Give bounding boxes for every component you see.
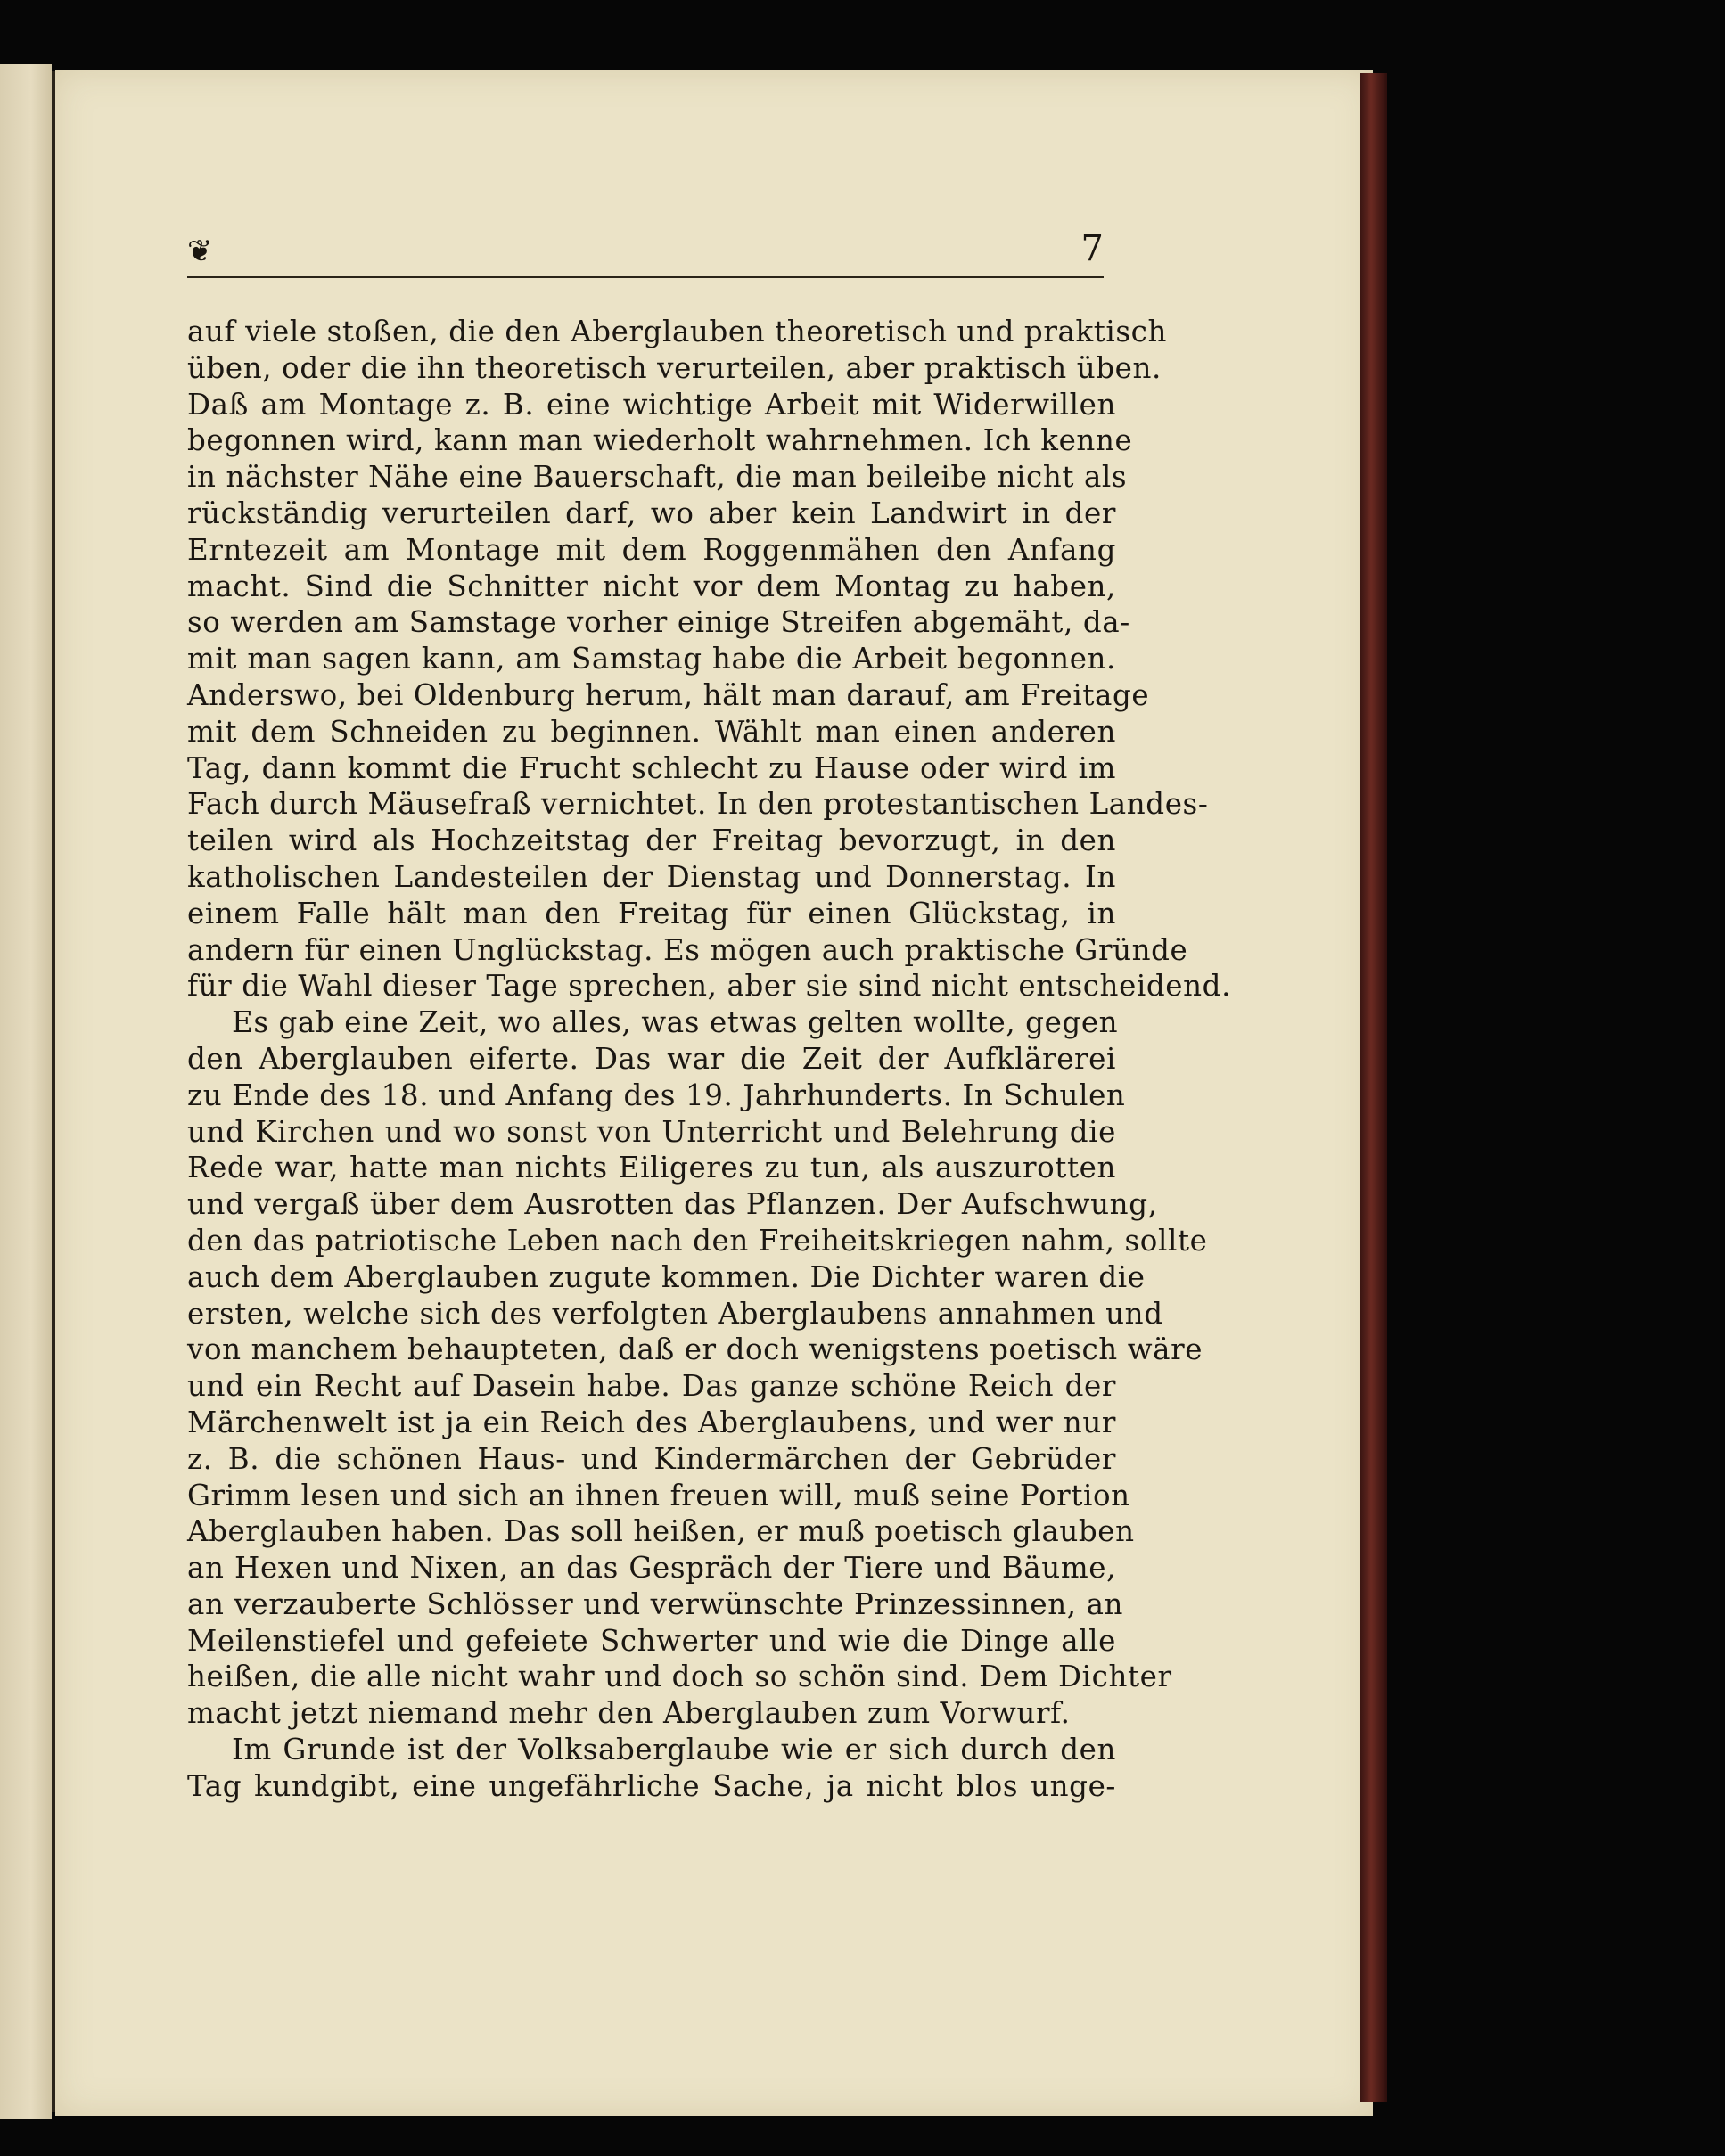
text-line: üben, oder die ihn theoretisch verurteilen, aber praktisch üben.	[187, 350, 1162, 385]
text-line: von manchem behaupteten, daß er doch wenigstens poetisch wäre	[187, 1332, 1203, 1367]
text-line: und ein Recht auf Dasein habe. Das ganze schöne Reich der	[187, 1369, 1116, 1404]
text-line: Erntezeit am Montage mit dem Roggenmähen den Anfang	[187, 532, 1116, 567]
left-page-edge	[0, 64, 52, 2119]
text-line: einem Falle hält man den Freitag für einen Glückstag, in	[187, 896, 1116, 930]
text-line: Märchenwelt ist ja ein Reich des Aberglaubens, und wer nur	[187, 1405, 1116, 1439]
text-line: auch dem Aberglauben zugute kommen. Die Dichter waren die	[187, 1259, 1146, 1294]
text-line: Im Grunde ist der Volksaberglaube wie er sich durch den	[232, 1733, 1116, 1767]
text-line: Grimm lesen und sich an ihnen freuen will, muß seine Portion	[187, 1478, 1130, 1512]
text-line: Tag kundgibt, eine ungefährliche Sache, ja nicht blos unge-	[187, 1768, 1116, 1803]
text-line: und vergaß über dem Ausrotten das Pflanzen. Der Aufschwung,	[187, 1187, 1158, 1222]
text-line: zu Ende des 18. und Anfang des 19. Jahrhunderts. In Schulen	[187, 1078, 1126, 1112]
page-number: 7	[1080, 228, 1104, 269]
text-line: macht. Sind die Schnitter nicht vor dem Montag zu haben,	[187, 569, 1116, 603]
text-line: Meilenstiefel und gefeiete Schwerter und wie die Dinge alle	[187, 1623, 1116, 1658]
text-line: macht jetzt niemand mehr den Aberglauben zum Vorwurf.	[187, 1696, 1071, 1731]
text-line: für die Wahl dieser Tage sprechen, aber sie sind nicht entscheidend.	[187, 969, 1231, 1004]
text-line: Rede war, hatte man nichts Eiligeres zu tun, als auszurotten	[187, 1151, 1116, 1185]
text-line: an verzauberte Schlösser und verwünschte Prinzessinnen, an	[187, 1586, 1124, 1621]
text-line: mit man sagen kann, am Samstag habe die Arbeit begonnen.	[187, 642, 1116, 676]
text-line: auf viele stoßen, die den Aberglauben theoretisch und praktisch	[187, 315, 1168, 348]
text-line: den das patriotische Leben nach den Freiheitskriegen nahm, sollte	[187, 1223, 1208, 1258]
text-line: den Aberglauben eiferte. Das war die Zeit der Aufklärerei	[187, 1041, 1116, 1076]
text-line: Tag, dann kommt die Frucht schlecht zu Hause oder wird im	[187, 750, 1116, 785]
book-spine-edge	[1360, 73, 1387, 2102]
running-header	[187, 228, 1104, 280]
text-line: so werden am Samstage vorher einige Streifen abgemäht, da-	[187, 605, 1130, 640]
text-line: Aberglauben haben. Das soll heißen, er muß poetisch glauben	[187, 1514, 1135, 1549]
text-line: Anderswo, bei Oldenburg herum, hält man darauf, am Freitage	[187, 677, 1150, 712]
body-text	[187, 314, 1231, 1805]
text-line: heißen, die alle nicht wahr und doch so schön sind. Dem Dichter	[187, 1660, 1172, 1694]
text-line: in nächster Nähe eine Bauerschaft, die man beileibe nicht als	[187, 460, 1128, 495]
text-line: und Kirchen und wo sonst von Unterricht und Belehrung die	[187, 1114, 1116, 1149]
text-line: katholischen Landesteilen der Dienstag und Donnerstag. In	[187, 859, 1116, 894]
text-line: Daß am Montage z. B. eine wichtige Arbeit mit Widerwillen	[187, 387, 1116, 422]
text-line: an Hexen und Nixen, an das Gespräch der Tiere und Bäume,	[187, 1551, 1116, 1586]
ornament-icon: ❦	[187, 234, 213, 269]
header-rule	[187, 276, 1104, 278]
text-line: z. B. die schönen Haus- und Kindermärchen der Gebrüder	[187, 1441, 1116, 1476]
text-line: andern für einen Unglückstag. Es mögen auch praktische Gründe	[187, 932, 1188, 967]
text-line: rückständig verurteilen darf, wo aber kein Landwirt in der	[187, 496, 1116, 530]
text-line: Es gab eine Zeit, wo alles, was etwas gelten wollte, gegen	[232, 1005, 1119, 1040]
text-line: ersten, welche sich des verfolgten Aberglaubens annahmen und	[187, 1296, 1163, 1331]
text-line: begonnen wird, kann man wiederholt wahrnehmen. Ich kenne	[187, 423, 1133, 458]
text-line: mit dem Schneiden zu beginnen. Wählt man einen anderen	[187, 714, 1116, 749]
text-line: Fach durch Mäusefraß vernichtet. In den protestantischen Landes-	[187, 787, 1209, 822]
text-line: teilen wird als Hochzeitstag der Freitag bevorzugt, in den	[187, 824, 1116, 858]
